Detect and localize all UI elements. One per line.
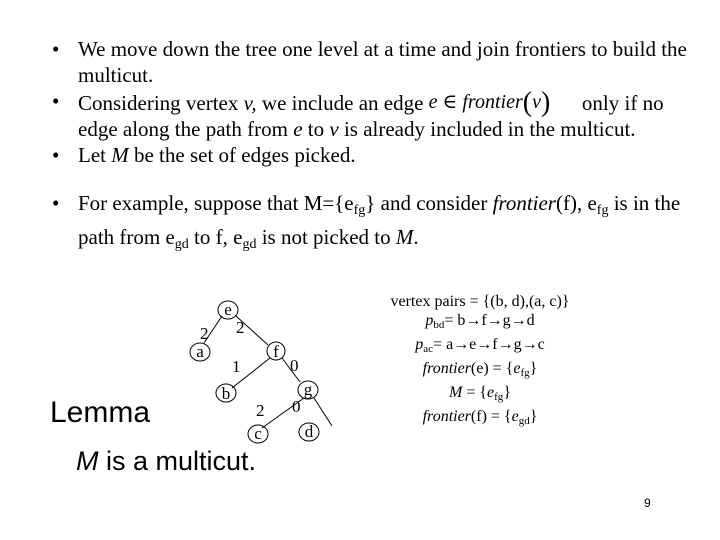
path-text: = a→e→f→g→c [433,336,545,353]
bullet-4 [50,190,690,258]
set-M: M [111,143,129,167]
frontier-f [355,407,605,431]
lemma-M: M [76,446,99,476]
sub-gd: gd [174,237,189,252]
edge-g-d [314,398,332,426]
sub-fg: fg [353,203,366,218]
frontier-e [355,359,605,383]
path-p: p [415,336,424,353]
set-M-value [355,383,605,407]
bullet-dot: • [52,37,60,61]
frontier-text: (f) = { [470,408,512,425]
weight-e-f: 2 [236,318,245,337]
edge-weights [200,318,301,420]
edge-e-f [236,316,268,345]
path-p: p [425,312,434,329]
bullet-2-mid: we include an edge [256,91,429,115]
node-f-ring [267,342,285,360]
bullet-3-pre: Let [78,143,112,167]
example-details [355,292,605,431]
sub-gd: gd [242,237,257,252]
frontier-text: (e) = { [470,360,514,377]
bullet-list [50,36,690,258]
path-bd [355,311,605,335]
bullet-4-t7: . [413,225,419,249]
weight-g-c: 2 [256,401,265,420]
bullet-4-t4: is in the path from e [78,191,681,249]
path-sub: bd [433,319,445,331]
page-number: 9 [644,496,651,510]
edge-f-b [232,358,270,388]
bullet-dot: • [52,89,60,113]
edge-e: e [293,117,303,141]
edge-sub: fg [494,391,504,403]
path-ac [355,335,605,359]
frontier-word: frontier [422,408,471,425]
bullet-2-to: to [302,117,330,141]
lemma-title: Lemma [50,396,151,429]
node-f: f [273,342,279,361]
weight-e-a: 2 [200,324,209,343]
frontier-word: frontier [422,360,471,377]
weight-f-g: 0 [290,356,299,375]
weight-g-d: 0 [292,397,301,416]
brace-close: } [529,408,538,425]
node-c-ring [248,425,268,443]
formula-rparen: ) [540,87,551,118]
bullet-3-post: be the set of edges picked. [128,143,356,167]
brace-close: } [529,360,538,377]
edge-e-a [204,316,222,343]
bullet-2 [50,88,690,142]
lemma-text: is a multicut. [98,446,257,476]
sub-fg: fg [596,203,609,218]
edge-e: e [511,408,519,425]
node-g-ring [298,381,318,399]
set-M: M [449,384,463,401]
weight-f-b: 1 [232,357,241,376]
bullet-4-t5: to f, e [188,225,243,249]
bullet-4-t3: (f), e [555,191,597,215]
node-c: c [254,424,262,443]
bullet-4-t6: is not picked to [256,225,396,249]
bullet-dot: • [52,143,60,167]
bullet-2-tail: is already included in the multicut. [338,117,636,141]
path-text: = b→f→g→d [444,312,535,329]
frontier-formula [429,88,577,116]
node-b-ring [216,384,236,402]
tree-nodes [190,300,319,443]
formula-e: e ∈ [428,91,463,113]
node-b: b [221,384,231,403]
formula-v: v [532,91,541,113]
bullet-1-text: We move down the tree one level at a time and join frontiers to build the multicut. [78,37,687,87]
edge-e: e [487,384,495,401]
bullet-4-t1: For example, suppose that M={e [78,191,354,215]
bullet-dot: • [52,191,60,215]
bullet-4-t2: } and consider [365,191,493,215]
vertex-v-2: v [329,117,339,141]
edge-sub: fg [520,367,530,379]
node-g: g [303,380,313,399]
node-a: a [196,342,204,361]
set-text: = { [462,384,488,401]
bullet-2-pre: Considering vertex [78,91,244,115]
formula-frontier: frontier [462,91,523,113]
bullet-2-post: only if no edge along the path from [78,91,664,141]
edge-f-g [282,358,300,382]
frontier-word: frontier [492,191,556,215]
node-e: e [224,300,232,319]
vertex-pairs: vertex pairs = {(b, d),(a, c)} [390,293,570,310]
edge-g-c [262,398,304,428]
formula-lparen: ( [522,87,533,118]
vertex-v: v, [243,91,257,115]
brace-close: } [503,384,511,401]
bullet-1 [50,36,690,88]
edge-sub: gd [518,415,530,427]
node-a-ring [190,343,210,361]
path-sub: ac [423,343,434,355]
set-M: M [395,225,414,249]
node-d-ring [299,423,319,441]
node-d: d [304,422,314,441]
bullet-3 [50,142,690,168]
lemma-body [76,446,256,476]
node-e-ring [218,301,238,319]
edge-e: e [513,360,521,377]
